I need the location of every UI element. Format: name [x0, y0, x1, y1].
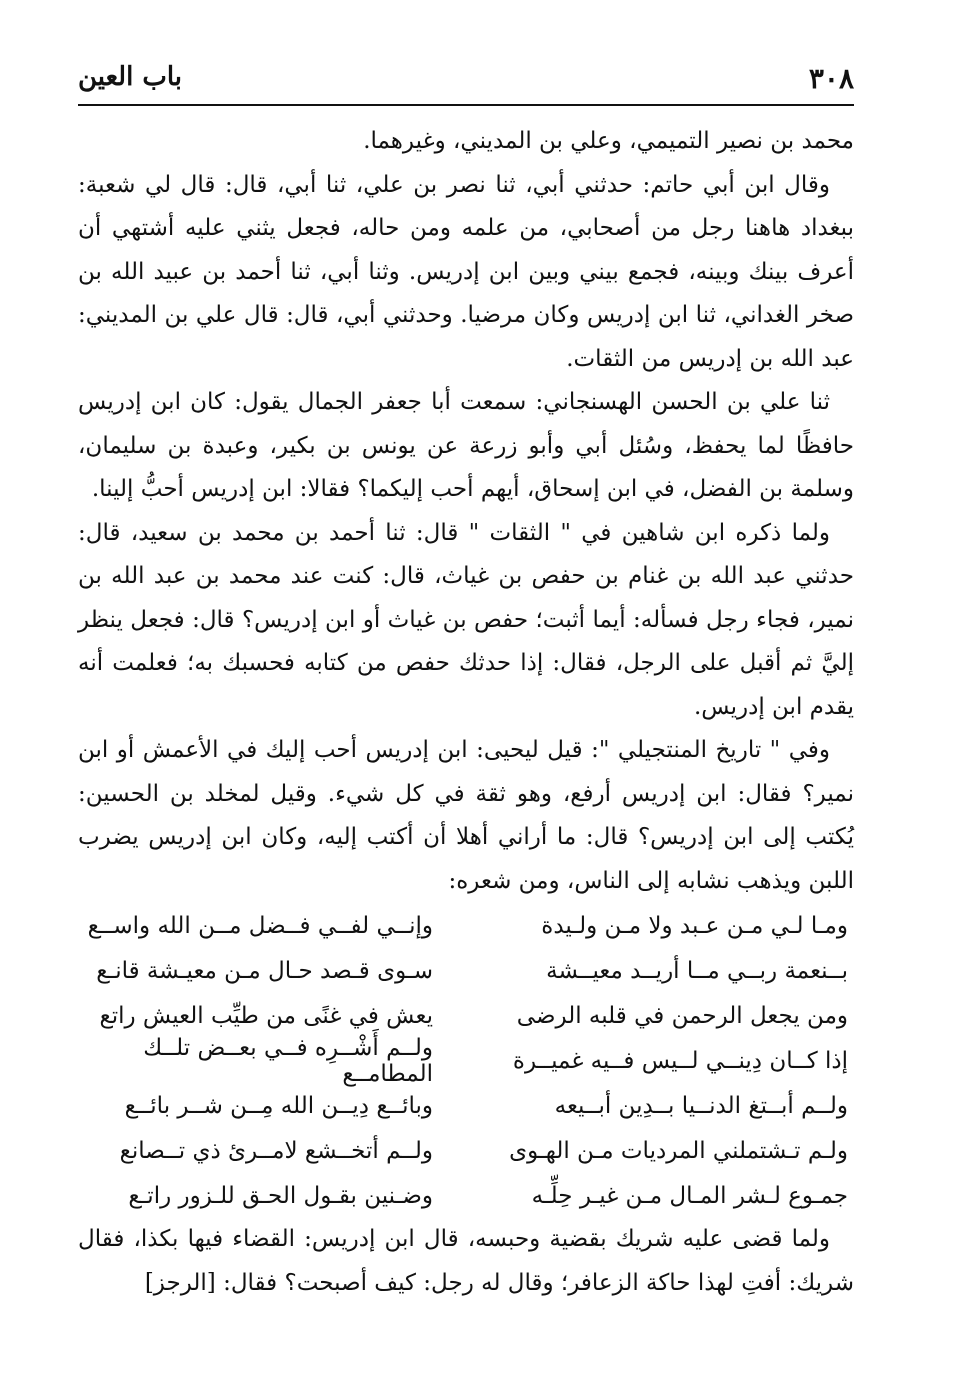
verse-first-hemistich: إذا كــان دِينــي لــيس فــيه غميــرة — [512, 1047, 848, 1074]
paragraph-1: محمد بن نصير التميمي، وعلي بن المديني، وغيرهما. — [363, 128, 854, 154]
verse-line — [78, 1034, 854, 1087]
page-header — [78, 62, 854, 102]
running-title: باب العين — [78, 62, 183, 92]
closing-paragraph: ولما قضى عليه شريك بقضية وحبسه، قال ابن إدريس: القضاء فيها بكذا، فقال شريك: أفتِ لهذا حاكة الزعافر؛ وقال له رجل: كيف أصبحت؟ فقال: [الرجز] — [78, 1226, 854, 1296]
verse-line — [78, 903, 854, 948]
verse-line — [78, 948, 854, 993]
verse-second-hemistich: ولــم أتخــشع لامــرئ ذي تــصانع — [119, 1137, 433, 1164]
page-body — [78, 120, 854, 1305]
verse-first-hemistich: ومـا لـي مـن عـبد ولا مـن ولـيدة — [541, 912, 848, 939]
paragraph-4: ولما ذكره ابن شاهين في " الثقات " قال: ثنا أحمد بن محمد بن سعيد، قال: حدثني عبد الله بن غنام بن حفص بن غياث، قال: كنت عند محمد بن عبد الله بن نمير، فجاء رجل فسأله: أيما أثبت؛ حفص بن غياث أو ابن إدريس؟ قال: فجعل ينظر إليَّ ثم أقبل على الرجل، فقال: إذا حدثك حفص من كتابه فحسبك به؛ فعلمت أنه يقدم ابن إدريس. — [78, 519, 854, 720]
verse-second-hemistich: ولــم أَشْــرِه فــي بعــض تلــك المطامــع — [143, 1034, 433, 1087]
verse-first-hemistich: ولــم أبــتغ الدنــيا بــدِين أبــيعه — [554, 1092, 848, 1119]
verse-first-hemistich: ولـم تـشتملني المرديات مـن الهـوى — [509, 1137, 848, 1164]
header-rule — [78, 104, 854, 106]
verse-first-hemistich: جمـوع لـشر المـال مـن غيـر حِلِّـه — [531, 1182, 848, 1209]
paragraph-3: ثنا علي بن الحسن الهسنجاني: سمعت أبا جعفر الجمال يقول: كان ابن إدريس حافظًا لما يحفظ، وسُئل أبي وأبو زرعة عن يونس بن بكير، وعبدة بن سليمان، وسلمة بن الفضل، في ابن إسحاق، أيهم أحب إليكما؟ فقالا: ابن إدريس أحبُّ إلينا. — [78, 389, 854, 502]
verse-second-hemistich: وضـنين بقـول الحـق للـزور راتـع — [128, 1182, 433, 1209]
verse-second-hemistich: وإنــي لفــي فــضل مــن الله واســع — [87, 912, 433, 939]
verse-second-hemistich: يعش في غنًى من طيِّب العيش راتع — [99, 1002, 433, 1029]
page-number: ٣٠٨ — [808, 62, 854, 95]
verse-line — [78, 1128, 854, 1173]
verse-line — [78, 1083, 854, 1128]
paragraph-5: وفي " تاريخ المنتجيلي ": قيل ليحيى: ابن إدريس أحب إليك في الأعمش أو ابن نمير؟ فقال: ابن إدريس أرفع، وهو ثقة في كل شيء. وقيل لمخلد بن الحسين: يُكتب إلى ابن إدريس؟ قال: ما أراني أهلا أن أكتب إليه، وكان ابن إدريس يضرب اللبن ويذهب نشابه إلى الناس، ومن شعره: — [78, 737, 854, 894]
book-page — [78, 0, 854, 1377]
verse-second-hemistich: سـوى قـصد حـال مـن معيـشة قانـع — [96, 957, 433, 984]
poem — [78, 903, 854, 1218]
verse-second-hemistich: وبائــع دِيــن الله مِــن شــر بائــع — [124, 1092, 433, 1119]
verse-first-hemistich: بــنعمة ربــي مــا أريــد معيــشة — [546, 957, 848, 984]
paragraph-2: وقال ابن أبي حاتم: حدثني أبي، ثنا نصر بن علي، ثنا أبي، قال: قال لي شعبة: ببغداد هاهنا رجل من أصحابي، من علمه ومن حاله، فجعل يثني عليه أشتهي أن أعرف بينك وبينه، فجمع بيني وبين ابن إدريس. وثنا أبي، ثنا أحمد بن عبيد الله بن صخر الغداني، ثنا ابن إدريس وكان مرضيا. وحدثني أبي، قال: قال علي بن المديني: عبد الله بن إدريس من الثقات. — [78, 171, 854, 372]
verse-line — [78, 993, 854, 1038]
verse-first-hemistich: ومن يجعل الرحمن في قلبه الرضى — [516, 1002, 848, 1029]
verse-line — [78, 1173, 854, 1218]
